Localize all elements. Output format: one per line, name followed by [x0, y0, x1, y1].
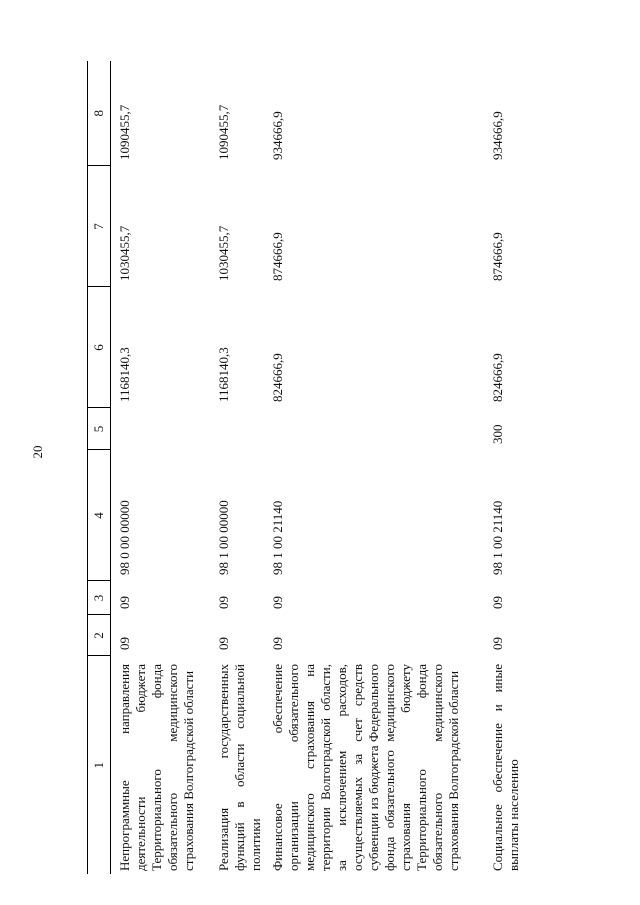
- row-col-6: 824666,9: [490, 353, 505, 402]
- row-col-5: [264, 408, 484, 450]
- row-col-5: [111, 408, 211, 450]
- row-col-3: 09: [117, 596, 132, 609]
- header-row: [88, 61, 111, 874]
- row-col-2: 09: [270, 637, 285, 650]
- row-col-3: 09: [270, 596, 285, 609]
- header-col-3: 3: [88, 581, 111, 615]
- row-col-8: 1090455,7: [117, 104, 132, 160]
- row-name: Финансовое обеспечение организации обязательного медицинского страхования на территории Волгоградской области, за исключением расходов, осуществляемых за счет средств субвенции из бюджета Федерального фонда обязательного медицинского страхования бюджету Территориального фонда обязательного медицинского страхования Волгоградской области: [270, 664, 461, 871]
- header-col-5: 5: [88, 408, 111, 450]
- header-col-6: 6: [88, 287, 111, 408]
- row-col-2: 09: [216, 637, 231, 650]
- row-col-7: 1030455,7: [216, 225, 231, 281]
- row-col-4: 98 0 00 00000: [117, 500, 132, 575]
- header-col-8: 8: [88, 61, 111, 166]
- budget-table: [87, 61, 530, 874]
- row-name: Реализация государственных функций в области социальной политики: [216, 664, 263, 871]
- table-row: [264, 61, 484, 874]
- row-col-3: 09: [216, 596, 231, 609]
- row-name: Социальное обеспечение и иные выплаты населению: [490, 664, 521, 871]
- row-col-4: 98 1 00 00000: [216, 500, 231, 575]
- row-col-6: 824666,9: [270, 353, 285, 402]
- row-col-5: [210, 408, 264, 450]
- header-col-7: 7: [88, 166, 111, 287]
- row-col-7: 874666,9: [490, 232, 505, 281]
- budget-table-container: [87, 61, 549, 874]
- row-col-5: 300: [490, 424, 505, 444]
- row-name: Непрограммные направления деятельности бюджета Территориального фонда обязательного медицинского страхования Волгоградской области: [117, 664, 196, 871]
- row-col-4: 98 1 00 21140: [490, 500, 505, 575]
- header-col-1: 1: [88, 656, 111, 874]
- row-col-8: 934666,9: [270, 111, 285, 160]
- row-col-2: 09: [490, 637, 505, 650]
- row-col-4: 98 1 00 21140: [270, 500, 285, 575]
- page-number: 20: [30, 445, 45, 459]
- row-col-2: 09: [117, 637, 132, 650]
- header-col-2: 2: [88, 615, 111, 656]
- row-col-6: 1168140,3: [117, 347, 132, 402]
- row-col-3: 09: [490, 596, 505, 609]
- row-col-7: 1030455,7: [117, 225, 132, 281]
- table-row: [484, 61, 530, 874]
- table-row: [210, 61, 264, 874]
- row-col-7: 874666,9: [270, 232, 285, 281]
- row-col-8: 1090455,7: [216, 104, 231, 160]
- table-row: [111, 61, 211, 874]
- header-col-4: 4: [88, 450, 111, 581]
- row-col-8: 934666,9: [490, 111, 505, 160]
- row-col-6: 1168140,3: [216, 347, 231, 402]
